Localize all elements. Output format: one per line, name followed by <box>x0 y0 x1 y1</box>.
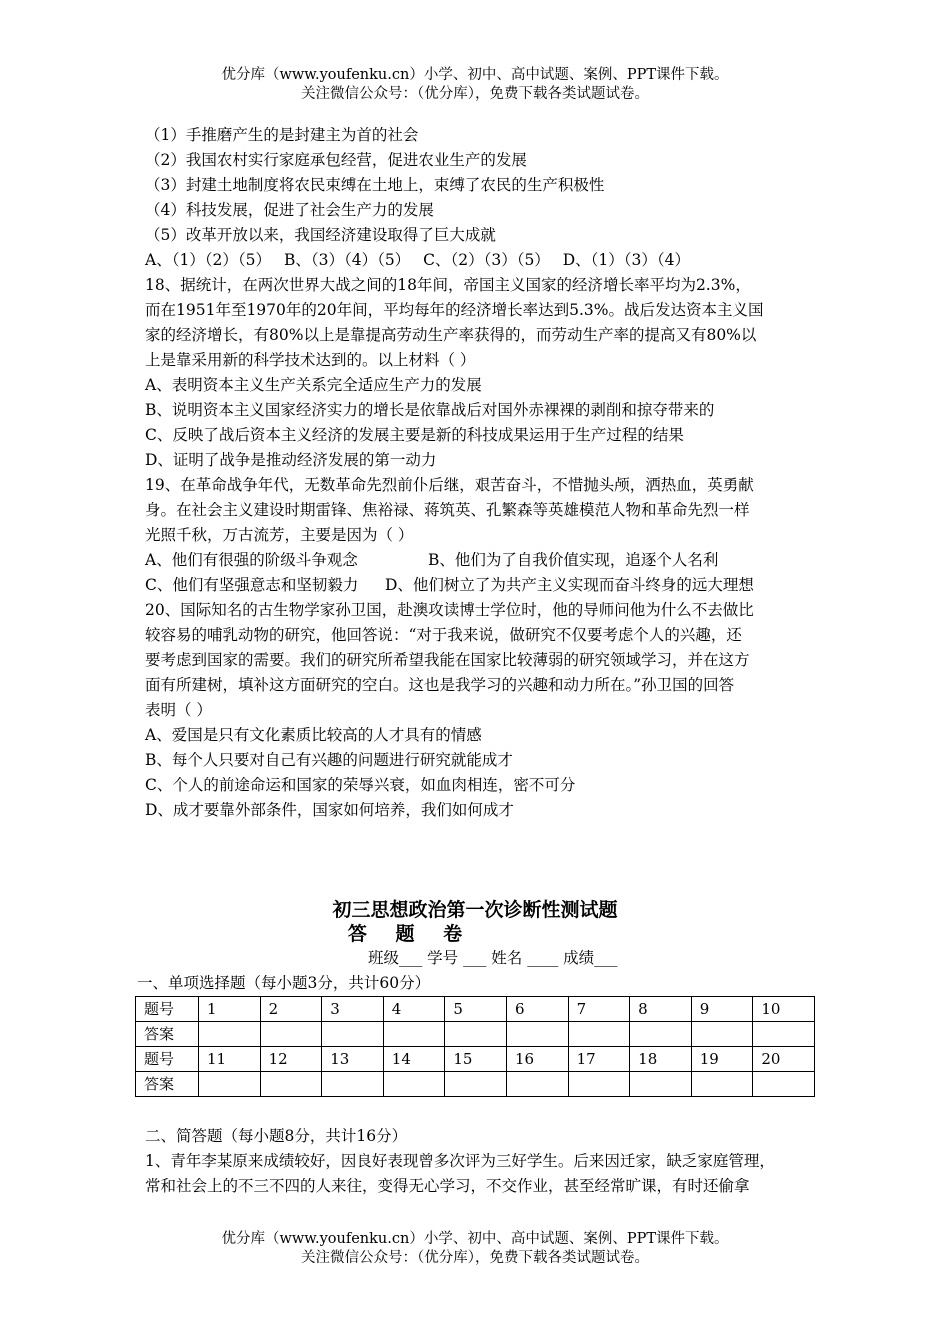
cell-number: 14 <box>383 1047 445 1072</box>
answer-cell[interactable] <box>260 1072 322 1097</box>
q17-item-3: （3）封建土地制度将农民束缚在土地上，束缚了农民的生产积极性 <box>145 176 605 194</box>
q19-stem-3: 光照千秋，万古流芳，主要是因为（ ） <box>145 526 414 544</box>
table-row-numbers-2 <box>136 1047 815 1072</box>
header-line-2: 关注微信公众号：（优分库），免费下载各类试题试卷。 <box>301 86 649 102</box>
q20-stem-3: 要考虑到国家的需要。我们的研究所希望我能在国家比较薄弱的研究领域学习，并在这方 <box>145 651 750 669</box>
cell-label-number: 题号 <box>136 1047 199 1072</box>
cell-number: 20 <box>753 1047 815 1072</box>
cell-number: 3 <box>322 997 384 1022</box>
q18-stem-1: 18、据统计，在两次世界大战之间的18年间，帝国主义国家的经济增长率平均为2.3%， <box>145 276 751 294</box>
cell-number: 5 <box>445 997 507 1022</box>
q20-stem-5: 表明（ ） <box>145 701 212 719</box>
answer-cell[interactable] <box>506 1022 568 1047</box>
short-answer-q1-line-1: 1、青年李某原来成绩较好，因良好表现曾多次评为三好学生。后来因迁家，缺乏家庭管理， <box>145 1152 775 1170</box>
q18-stem-2: 而在1951年至1970年的20年间，平均每年的经济增长率达到5.3%。战后发达资本主义国 <box>145 301 764 319</box>
q17-item-4: （4）科技发展，促进了社会生产力的发展 <box>145 201 434 219</box>
cell-number: 12 <box>260 1047 322 1072</box>
answer-cell[interactable] <box>753 1022 815 1047</box>
cell-number: 6 <box>506 997 568 1022</box>
q17-item-2: （2）我国农村实行家庭承包经营，促进农业生产的发展 <box>145 151 527 169</box>
cell-number: 8 <box>630 997 692 1022</box>
q20-stem-2: 较容易的哺乳动物的研究，他回答说：“对于我来说，做研究不仅要考虑个人的兴趣，还 <box>145 626 742 644</box>
answer-cell[interactable] <box>445 1022 507 1047</box>
cell-number: 9 <box>691 997 753 1022</box>
cell-number: 1 <box>199 997 261 1022</box>
table-row-answers-1 <box>136 1022 815 1047</box>
cell-number: 17 <box>568 1047 630 1072</box>
q17-item-5: （5）改革开放以来，我国经济建设取得了巨大成就 <box>145 226 496 244</box>
cell-number: 10 <box>753 997 815 1022</box>
q18-option-d: D、证明了战争是推动经济发展的第一动力 <box>145 451 437 469</box>
answer-cell[interactable] <box>322 1022 384 1047</box>
section-1-heading: 一、单项选择题（每小题3分，共计60分） <box>137 974 431 992</box>
answer-sheet-title: 初三思想政治第一次诊断性测试题 <box>332 899 618 921</box>
answer-sheet-subtitle: 答 题 卷 <box>347 923 463 945</box>
answer-grid <box>135 996 815 1097</box>
q19-option-b: B、他们为了自我价值实现，追逐个人名利 <box>428 551 719 569</box>
cell-number: 15 <box>445 1047 507 1072</box>
q17-item-1: （1）手推磨产生的是封建主为首的社会 <box>145 126 419 144</box>
q20-option-b: B、每个人只要对自己有兴趣的问题进行研究就能成才 <box>145 751 513 769</box>
q20-option-c: C、个人的前途命运和国家的荣辱兴衰，如血肉相连，密不可分 <box>145 776 576 794</box>
cell-label-answer: 答案 <box>136 1072 199 1097</box>
footer-line-1: 优分库（www.youfenku.cn）小学、初中、高中试题、案例、PPT课件下载。 <box>221 1231 729 1247</box>
cell-number: 4 <box>383 997 445 1022</box>
q19-option-a: A、他们有很强的阶级斗争观念 <box>145 551 358 569</box>
q18-stem-4: 上是靠采用新的科学技术达到的。以上材料（ ） <box>145 351 476 369</box>
q20-stem-1: 20、国际知名的古生物学家孙卫国，赴澳攻读博士学位时，他的导师问他为什么不去做比 <box>145 601 754 619</box>
answer-cell[interactable] <box>199 1072 261 1097</box>
cell-number: 13 <box>322 1047 384 1072</box>
q20-option-d: D、成才要靠外部条件，国家如何培养，我们如何成才 <box>145 801 514 819</box>
cell-number: 18 <box>630 1047 692 1072</box>
table-row-numbers-1 <box>136 997 815 1022</box>
cell-number: 19 <box>691 1047 753 1072</box>
q18-option-a: A、表明资本主义生产关系完全适应生产力的发展 <box>145 376 482 394</box>
header-line-1: 优分库（www.youfenku.cn）小学、初中、高中试题、案例、PPT课件下载。 <box>221 67 729 83</box>
q18-stem-3: 家的经济增长，有80%以上是靠提高劳动生产率获得的，而劳动生产率的提高又有80%以 <box>145 326 757 344</box>
answer-cell[interactable] <box>691 1022 753 1047</box>
answer-cell[interactable] <box>630 1072 692 1097</box>
q19-stem-2: 身。在社会主义建设时期雷锋、焦裕禄、蒋筑英、孔繁森等英雄模范人物和革命先烈一样 <box>145 501 750 519</box>
q19-option-d: D、他们树立了为共产主义实现而奋斗终身的远大理想 <box>385 576 754 594</box>
q18-option-b: B、说明资本主义国家经济实力的增长是依靠战后对国外赤裸裸的剥削和掠夺带来的 <box>145 401 715 419</box>
cell-number: 11 <box>199 1047 261 1072</box>
answer-cell[interactable] <box>506 1072 568 1097</box>
table-row-answers-2 <box>136 1072 815 1097</box>
answer-cell[interactable] <box>630 1022 692 1047</box>
answer-cell[interactable] <box>568 1022 630 1047</box>
answer-cell[interactable] <box>445 1072 507 1097</box>
answer-cell[interactable] <box>260 1022 322 1047</box>
answer-cell[interactable] <box>568 1072 630 1097</box>
footer-line-2: 关注微信公众号：（优分库），免费下载各类试题试卷。 <box>301 1250 649 1266</box>
cell-number: 16 <box>506 1047 568 1072</box>
answer-cell[interactable] <box>199 1022 261 1047</box>
cell-label-number: 题号 <box>136 997 199 1022</box>
answer-cell[interactable] <box>383 1022 445 1047</box>
q18-option-c: C、反映了战后资本主义经济的发展主要是新的科技成果运用于生产过程的结果 <box>145 426 684 444</box>
answer-cell[interactable] <box>383 1072 445 1097</box>
cell-label-answer: 答案 <box>136 1022 199 1047</box>
q20-option-a: A、爱国是只有文化素质比较高的人才具有的情感 <box>145 726 482 744</box>
q19-option-c: C、他们有坚强意志和坚韧毅力 <box>145 576 359 594</box>
student-info-line: 班级___ 学号 ___ 姓名 ____ 成绩___ <box>368 949 618 967</box>
answer-cell[interactable] <box>753 1072 815 1097</box>
short-answer-q1-line-2: 常和社会上的不三不四的人来往，变得无心学习，不交作业，甚至经常旷课，有时还偷拿 <box>145 1177 750 1195</box>
q19-stem-1: 19、在革命战争年代，无数革命先烈前仆后继，艰苦奋斗，不惜抛头颅，洒热血，英勇献 <box>145 476 754 494</box>
cell-number: 2 <box>260 997 322 1022</box>
q17-options: A、（1）（2）（5） B、（3）（4）（5） C、（2）（3）（5） D、（1）（3）（4） <box>145 251 690 269</box>
section-2-heading: 二、简答题（每小题8分，共计16分） <box>145 1127 408 1145</box>
answer-cell[interactable] <box>322 1072 384 1097</box>
q20-stem-4: 面有所建树，填补这方面研究的空白。这也是我学习的兴趣和动力所在。”孙卫国的回答 <box>145 676 735 694</box>
cell-number: 7 <box>568 997 630 1022</box>
answer-cell[interactable] <box>691 1072 753 1097</box>
